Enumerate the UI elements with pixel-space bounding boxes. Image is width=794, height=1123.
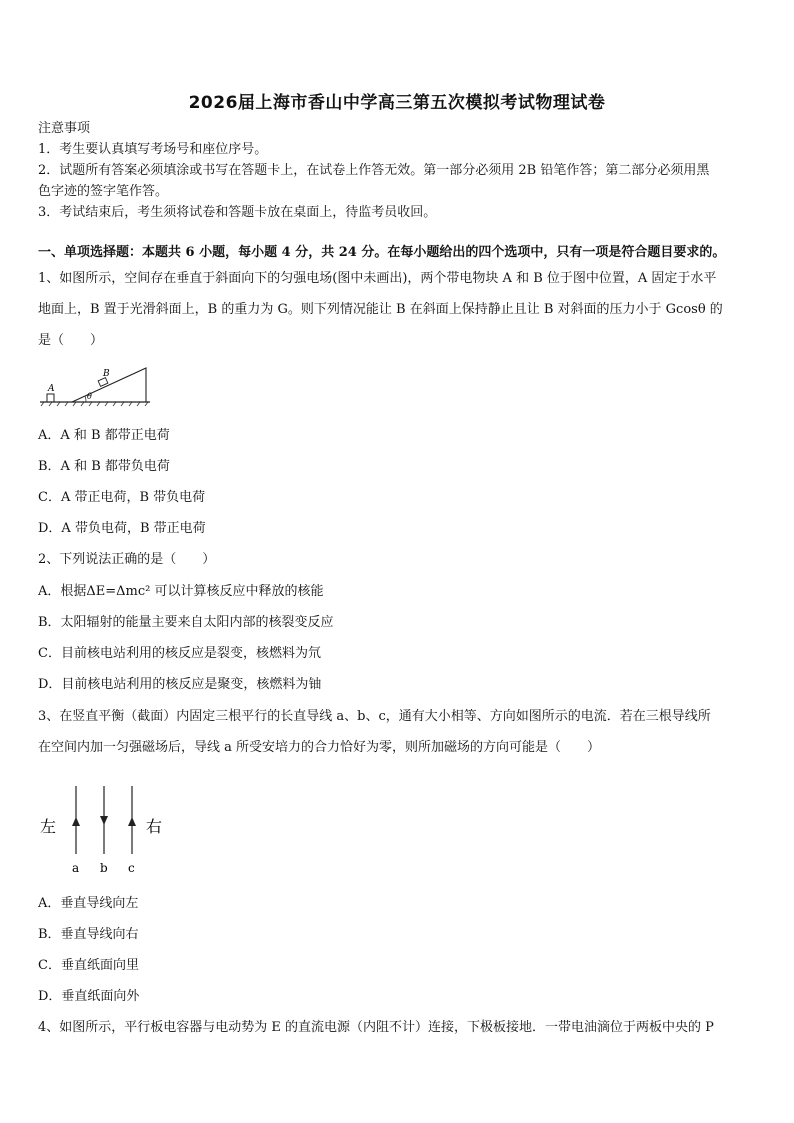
label-left: 左 <box>40 817 57 836</box>
notice-item: 2．试题所有答案必须填涂或书写在答题卡上，在试卷上作答无效。第一部分必须用 2B 铅笔作答；第二部分必须用黑 <box>38 163 710 178</box>
q1-incline-diagram <box>36 362 156 410</box>
q2-stem: 2、下列说法正确的是（ ） <box>38 552 216 567</box>
q4-stem-line: 4、如图所示，平行板电容器与电动势为 E 的直流电源（内阻不计）连接，下极板接地．一带电油滴位于两板中央的 P <box>38 1020 714 1035</box>
q3-option-a[interactable]: A．垂直导线向左 <box>38 896 139 911</box>
arrow-up-icon <box>72 817 80 826</box>
q1-option-b[interactable]: B．A 和 B 都带负电荷 <box>38 459 170 474</box>
q2-option-c[interactable]: C．目前核电站利用的核反应是裂变，核燃料为氘 <box>38 646 321 661</box>
section-heading: 一、单项选择题：本题共 6 小题，每小题 4 分，共 24 分。在每小题给出的四个选项中，只有一项是符合题目要求的。 <box>38 245 726 260</box>
q1-stem-line: 1、如图所示，空间存在垂直于斜面向下的匀强电场(图中未画出)，两个带电物块 A 和 B 位于图中位置，A 固定于水平 <box>38 271 717 286</box>
arrow-down-icon <box>100 816 108 825</box>
notice-item: 1．考生要认真填写考场号和座位序号。 <box>38 142 268 157</box>
wire-label-c: c <box>128 861 135 875</box>
q3-stem-line: 3、在竖直平衡（截面）内固定三根平行的长直导线 a、b、c，通有大小相等、方向如图所示的电流．若在三根导线所 <box>38 709 711 724</box>
label-b: B <box>103 369 110 379</box>
q1-stem-line: 是（ ） <box>38 333 104 348</box>
notice-item: 色字迹的签字笔作答。 <box>38 184 169 199</box>
q3-wires-diagram <box>36 780 176 880</box>
q1-option-a[interactable]: A．A 和 B 都带正电荷 <box>38 428 170 443</box>
q2-option-d[interactable]: D．目前核电站利用的核反应是聚变，核燃料为铀 <box>38 677 322 692</box>
q1-option-c[interactable]: C．A 带正电荷，B 带负电荷 <box>38 490 206 505</box>
arrow-up-icon <box>128 817 136 826</box>
q3-option-c[interactable]: C．垂直纸面向里 <box>38 958 139 973</box>
notice-heading: 注意事项 <box>38 121 91 136</box>
label-theta: θ <box>87 392 92 401</box>
block-a-shape <box>47 394 54 402</box>
page-title: 2026届上海市香山中学高三第五次模拟考试物理试卷 <box>188 93 606 113</box>
q2-option-b[interactable]: B．太阳辐射的能量主要来自太阳内部的核裂变反应 <box>38 615 334 630</box>
label-right: 右 <box>146 817 163 836</box>
q3-option-b[interactable]: B．垂直导线向右 <box>38 927 139 942</box>
q1-option-d[interactable]: D．A 带负电荷，B 带正电荷 <box>38 521 206 536</box>
wire-label-a: a <box>72 861 80 875</box>
q3-option-d[interactable]: D．垂直纸面向外 <box>38 989 140 1004</box>
q1-stem-line: 地面上，B 置于光滑斜面上，B 的重力为 G。则下列情况能让 B 在斜面上保持静止且让 B 对斜面的压力小于 Gcosθ 的 <box>38 302 723 317</box>
label-a: A <box>48 384 55 394</box>
wire-label-b: b <box>100 861 108 875</box>
notice-item: 3．考试结束后，考生须将试卷和答题卡放在桌面上，待监考员收回。 <box>38 205 437 220</box>
q3-stem-line: 在空间内加一匀强磁场后，导线 a 所受安培力的合力恰好为零，则所加磁场的方向可能是（ ） <box>38 740 601 755</box>
q2-option-a[interactable]: A．根据ΔE=Δmc² 可以计算核反应中释放的核能 <box>38 584 324 599</box>
